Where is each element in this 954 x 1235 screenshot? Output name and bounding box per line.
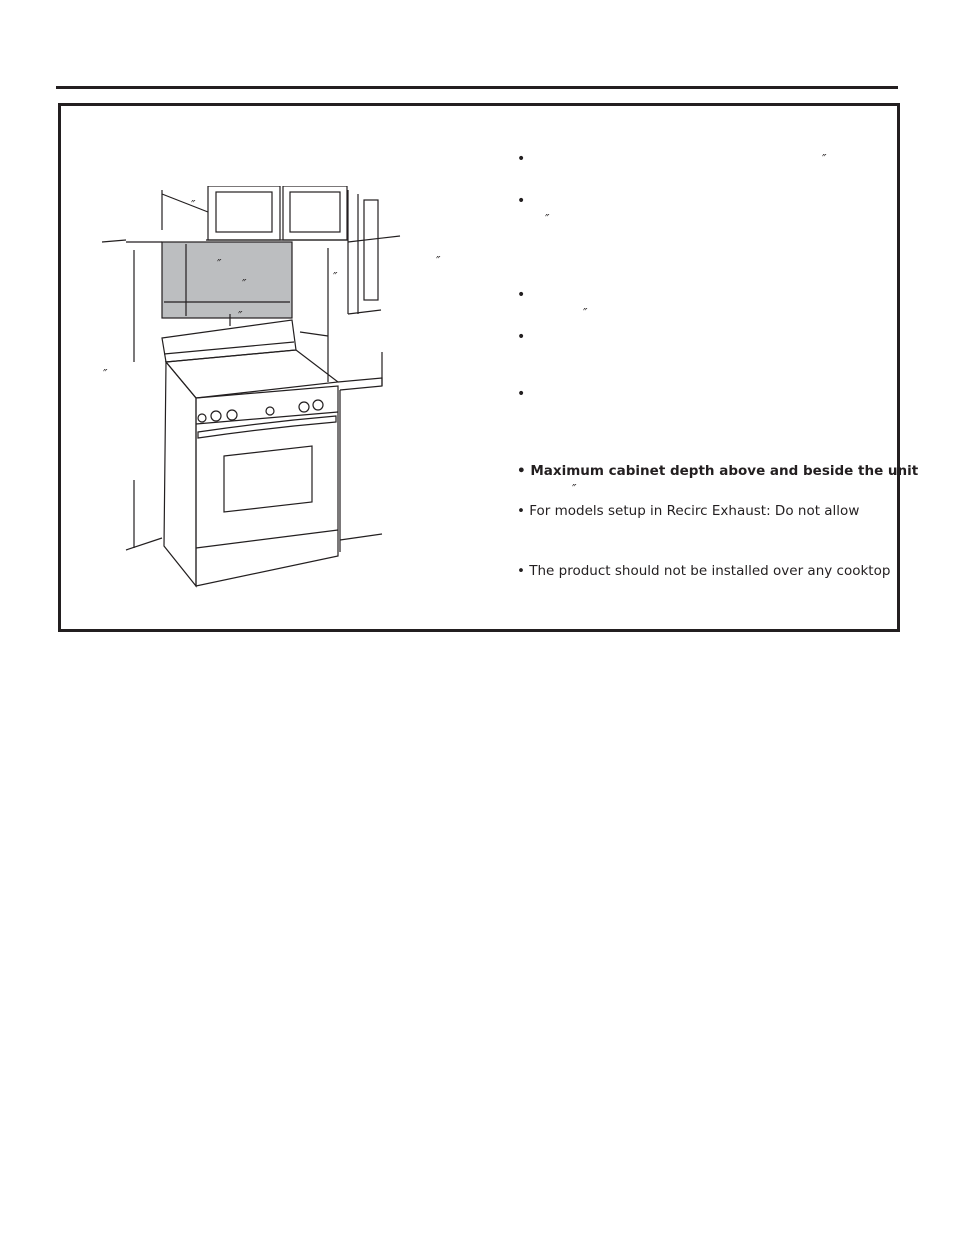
dimension-mark-clearance: ″ <box>238 309 243 323</box>
note-text: • Maximum cabinet depth above and beside the unit <box>517 463 919 479</box>
range-cabinet-drawing <box>96 186 452 590</box>
dimension-mark-cabinet-depth: ″ <box>191 198 196 212</box>
backsplash-area <box>162 242 292 318</box>
cabinet-door-left <box>216 192 272 232</box>
bullet: • <box>517 386 526 402</box>
bullet: • <box>517 329 526 345</box>
note-text: • The product should not be installed over any cooktop <box>517 563 891 579</box>
cabinet-door-right <box>290 192 340 232</box>
inch-mark: ″ <box>572 482 577 496</box>
dimension-mark-side-cabinet: ″ <box>436 254 441 268</box>
inch-mark: ″ <box>545 212 550 226</box>
dimension-mark-floor-height: ″ <box>103 367 108 381</box>
dimension-mark-right-height: ″ <box>333 270 338 284</box>
inch-mark: ″ <box>583 306 588 320</box>
dimension-mark-backsplash-height: ″ <box>217 257 222 271</box>
dimension-mark-backsplash-width: ″ <box>242 277 247 291</box>
bullet: • <box>517 193 526 209</box>
bullet: • <box>517 151 526 167</box>
inch-mark: ″ <box>822 152 827 166</box>
note-text: • For models setup in Recirc Exhaust: Do not allow <box>517 503 860 519</box>
top-rule <box>56 86 898 89</box>
bullet: • <box>517 287 526 303</box>
installation-diagram <box>96 186 452 590</box>
